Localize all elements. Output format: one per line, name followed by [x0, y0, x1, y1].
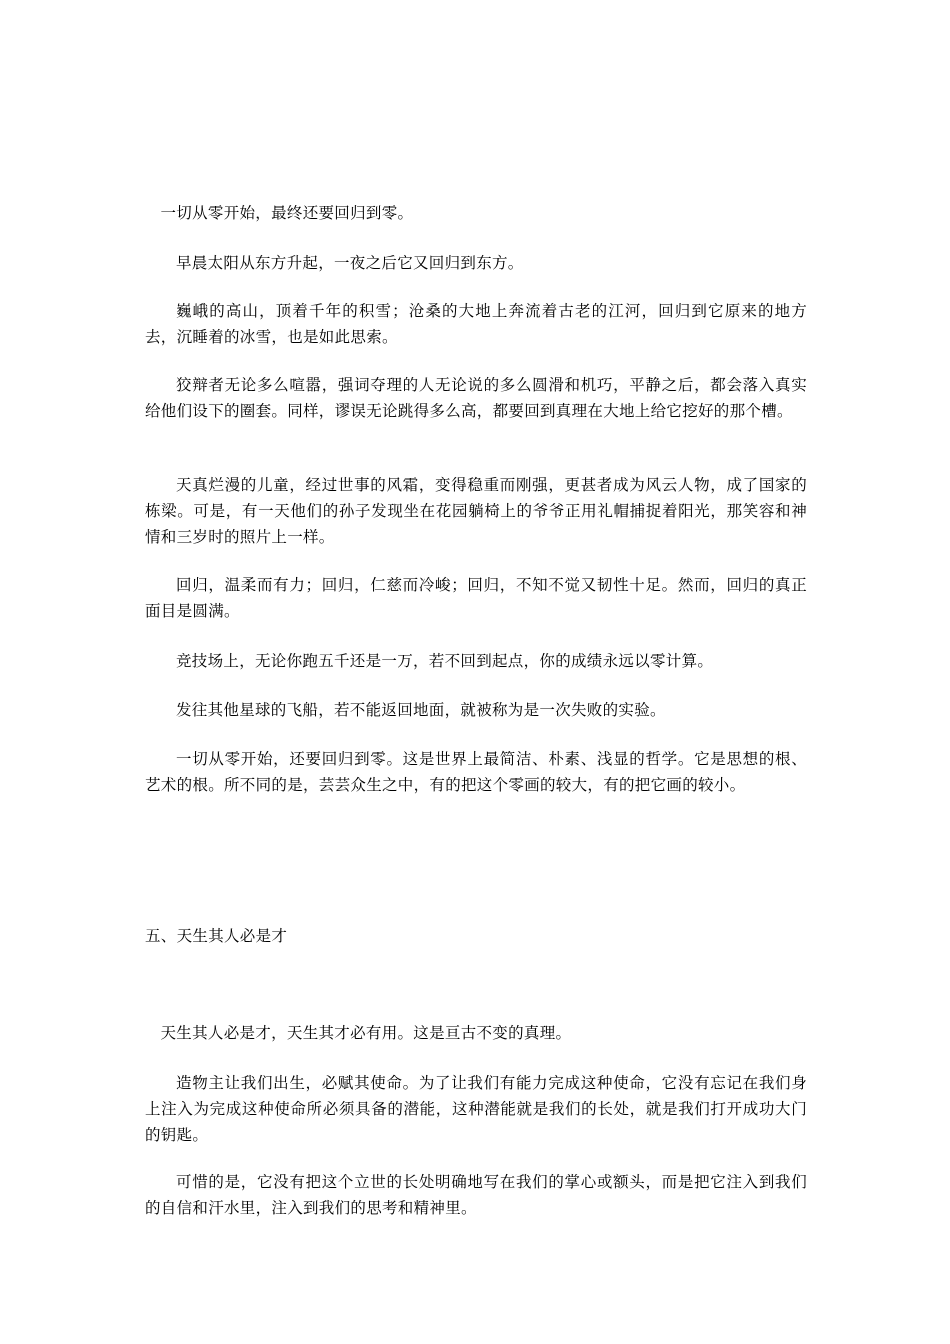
paragraph: 发往其他星球的飞船，若不能返回地面，就被称为是一次失败的实验。: [176, 701, 666, 719]
paragraph: 一切从零开始，最终还要回归到零。: [160, 204, 414, 222]
paragraph: 造物主让我们出生，必赋其使命。为了让我们有能力完成这种使命，它没有忘记在我们身上注入为完成这种使命所必须具备的潜能，这种潜能就是我们的长处，就是我们打开成功大门的钥匙。: [145, 1074, 807, 1144]
paragraph: 可惜的是，它没有把这个立世的长处明确地写在我们的掌心或额头，而是把它注入到我们的自信和汗水里，注入到我们的思考和精神里。: [145, 1173, 807, 1217]
paragraph: 天真烂漫的儿童，经过世事的风霜，变得稳重而刚强，更甚者成为风云人物，成了国家的栋梁。可是，有一天他们的孙子发现坐在花园躺椅上的爷爷正用礼帽捕捉着阳光，那笑容和神情和三岁时的照片上一样。: [145, 476, 807, 546]
paragraph: 巍峨的高山，顶着千年的积雪；沧桑的大地上奔流着古老的江河，回归到它原来的地方去，沉睡着的冰雪，也是如此思索。: [145, 302, 807, 346]
paragraph: 狡辩者无论多么喧嚣，强词夺理的人无论说的多么圆滑和机巧，平静之后，都会落入真实给他们设下的圈套。同样，谬误无论跳得多么高，都要回到真理在大地上给它挖好的那个槽。: [145, 376, 807, 420]
paragraph: 早晨太阳从东方升起，一夜之后它又回归到东方。: [176, 254, 524, 272]
paragraph: 回归，温柔而有力；回归，仁慈而冷峻；回归，不知不觉又韧性十足。然而，回归的真正面目是圆满。: [145, 576, 807, 620]
paragraph: 天生其人必是才，天生其才必有用。这是亘古不变的真理。: [160, 1024, 572, 1042]
section-heading: 五、天生其人必是才: [145, 927, 288, 945]
paragraph: 一切从零开始，还要回归到零。这是世界上最简洁、朴素、浅显的哲学。它是思想的根、艺术的根。所不同的是，芸芸众生之中，有的把这个零画的较大，有的把它画的较小。: [145, 750, 807, 794]
paragraph: 竞技场上，无论你跑五千还是一万，若不回到起点，你的成绩永远以零计算。: [176, 652, 714, 670]
